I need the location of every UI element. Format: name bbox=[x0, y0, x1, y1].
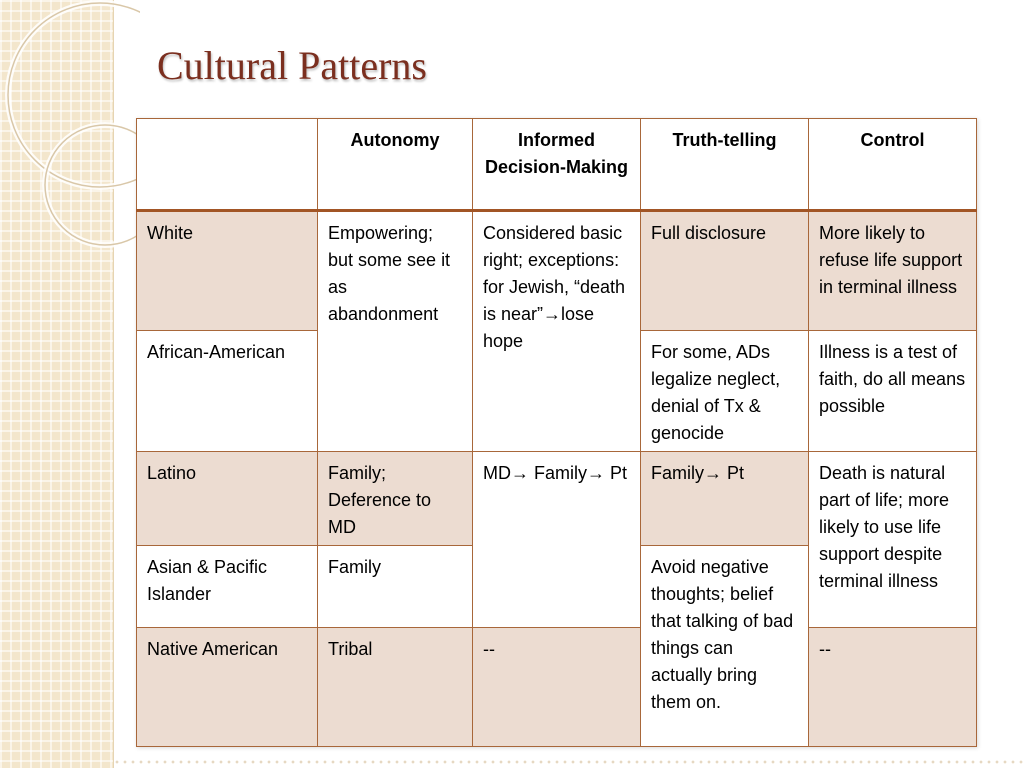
cell-african-american-truth: For some, ADs legalize neglect, denial of Tx & genocide bbox=[641, 331, 809, 452]
row-label-asian-pacific-islander: Asian & Pacific Islander bbox=[137, 546, 318, 628]
cell-native-american-control: -- bbox=[809, 628, 977, 747]
header-cell-autonomy: Autonomy bbox=[318, 119, 473, 211]
cell-latino-control: Death is natural part of life; more likely to use life support despite terminal illness bbox=[809, 452, 977, 628]
table-row-white bbox=[137, 211, 977, 331]
decorative-dot-border bbox=[113, 758, 1024, 768]
table-row-native-american bbox=[137, 628, 977, 747]
row-label-latino: Latino bbox=[137, 452, 318, 546]
row-label-african-american: African-American bbox=[137, 331, 318, 452]
cultural-patterns-table bbox=[136, 118, 977, 747]
header-cell-corner bbox=[137, 119, 318, 211]
row-label-white: White bbox=[137, 211, 318, 331]
cell-white-truth: Full disclosure bbox=[641, 211, 809, 331]
header-cell-informed-decision-making: Informed Decision-Making bbox=[473, 119, 641, 211]
cell-latino-autonomy: Family; Deference to MD bbox=[318, 452, 473, 546]
cell-white-informed: Considered basic right; exceptions: for Jewish, “death is near”→lose hope bbox=[473, 211, 641, 452]
cell-native-american-autonomy: Tribal bbox=[318, 628, 473, 747]
header-cell-control: Control bbox=[809, 119, 977, 211]
cell-asian-truth: Avoid negative thoughts; belief that talking of bad things can actually bring them on. bbox=[641, 546, 809, 747]
cell-white-control: More likely to refuse life support in terminal illness bbox=[809, 211, 977, 331]
header-cell-truth-telling: Truth-telling bbox=[641, 119, 809, 211]
cell-white-autonomy: Empowering; but some see it as abandonment bbox=[318, 211, 473, 452]
table-header-row bbox=[137, 119, 977, 211]
cell-african-american-control: Illness is a test of faith, do all means possible bbox=[809, 331, 977, 452]
cell-latino-truth: Family→ Pt bbox=[641, 452, 809, 546]
slide-title: Cultural Patterns bbox=[157, 43, 427, 88]
cell-latino-informed: MD→ Family→ Pt bbox=[473, 452, 641, 628]
cell-asian-autonomy: Family bbox=[318, 546, 473, 628]
cell-native-american-informed: -- bbox=[473, 628, 641, 747]
decorative-circles bbox=[0, 0, 140, 280]
table-row-latino bbox=[137, 452, 977, 546]
row-label-native-american: Native American bbox=[137, 628, 318, 747]
